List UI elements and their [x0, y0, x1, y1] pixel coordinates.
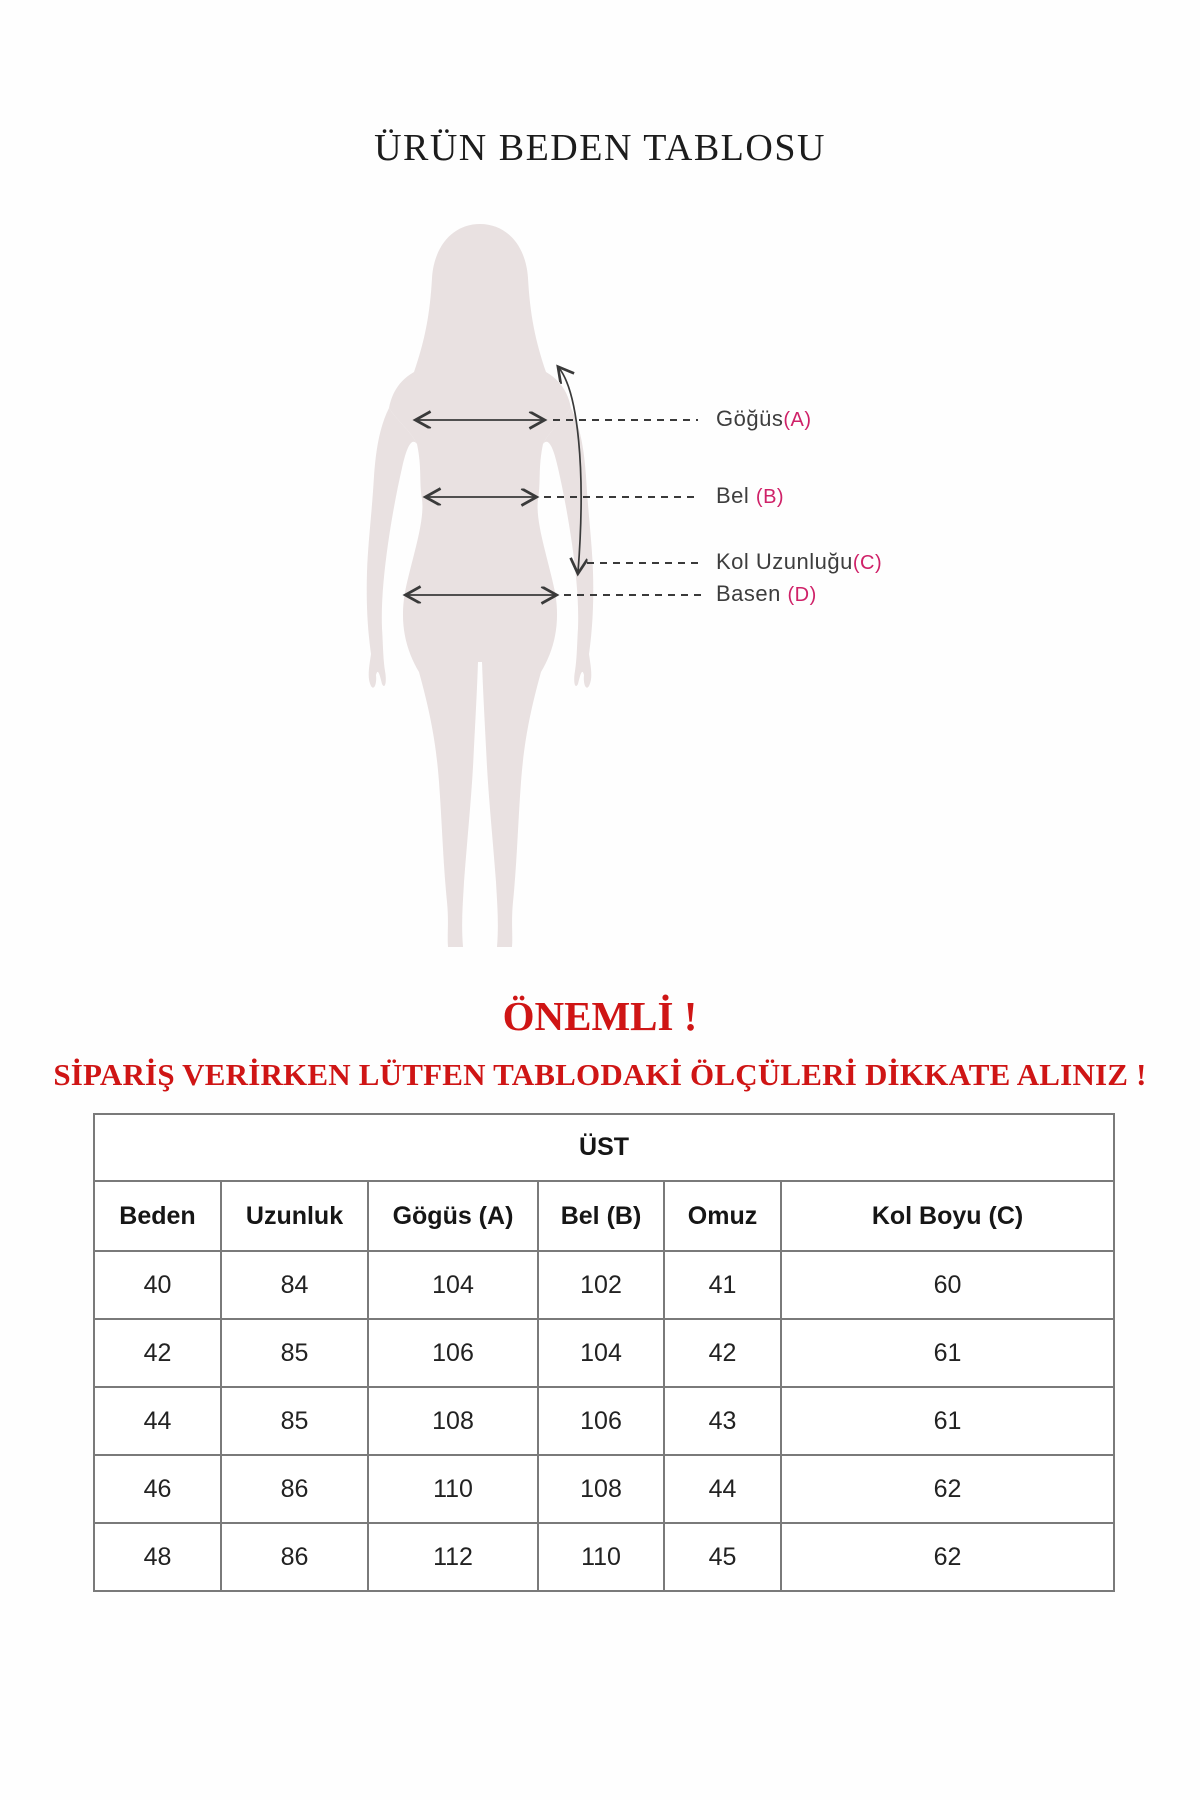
table-cell: 61 — [781, 1387, 1114, 1455]
label-waist-text: Bel — [716, 483, 756, 508]
page-title: ÜRÜN BEDEN TABLOSU — [374, 127, 826, 169]
table-cell: 40 — [94, 1251, 221, 1319]
column-header-omuz: Omuz — [664, 1181, 781, 1251]
female-silhouette — [367, 224, 594, 947]
table-cell: 106 — [538, 1387, 664, 1455]
label-hip-text: Basen — [716, 581, 788, 606]
table-cell: 45 — [664, 1523, 781, 1591]
table-cell: 85 — [221, 1387, 368, 1455]
table-cell: 41 — [664, 1251, 781, 1319]
body-measurement-diagram — [350, 220, 710, 950]
size-table — [93, 1113, 1115, 1592]
table-row — [94, 1455, 1114, 1523]
column-header-kol-boyu: Kol Boyu (C) — [781, 1181, 1114, 1251]
label-waist-code: (B) — [755, 486, 785, 508]
label-arm-length — [716, 549, 882, 575]
label-chest-code: (A) — [783, 409, 812, 431]
table-cell: 42 — [94, 1319, 221, 1387]
table-cell: 42 — [664, 1319, 781, 1387]
column-header-bel: Bel (B) — [538, 1181, 664, 1251]
table-cell: 110 — [538, 1523, 664, 1591]
table-row — [94, 1387, 1114, 1455]
warning-heading: ÖNEMLİ ! — [502, 993, 698, 1039]
column-header-beden: Beden — [94, 1181, 221, 1251]
label-hip — [716, 581, 817, 607]
warning-subheading: SİPARİŞ VERİRKEN LÜTFEN TABLODAKİ ÖLÇÜLERİ DİKKATE ALINIZ ! — [53, 1057, 1147, 1092]
table-cell: 60 — [781, 1251, 1114, 1319]
table-cell: 108 — [368, 1387, 538, 1455]
table-cell: 62 — [781, 1523, 1114, 1591]
table-cell: 43 — [664, 1387, 781, 1455]
label-arm-length-code: (C) — [852, 552, 883, 574]
column-header-gogus: Gögüs (A) — [368, 1181, 538, 1251]
table-group-header-row — [94, 1114, 1114, 1181]
table-cell: 85 — [221, 1319, 368, 1387]
table-group-header: ÜST — [94, 1114, 1114, 1181]
table-cell: 86 — [221, 1455, 368, 1523]
table-cell: 108 — [538, 1455, 664, 1523]
table-row — [94, 1319, 1114, 1387]
table-cell: 44 — [94, 1387, 221, 1455]
label-hip-code: (D) — [787, 584, 817, 606]
table-cell: 110 — [368, 1455, 538, 1523]
column-header-uzunluk: Uzunluk — [221, 1181, 368, 1251]
label-waist — [716, 483, 784, 509]
table-cell: 86 — [221, 1523, 368, 1591]
label-arm-length-text: Kol Uzunluğu — [716, 549, 853, 574]
table-cell: 104 — [368, 1251, 538, 1319]
table-cell: 44 — [664, 1455, 781, 1523]
table-cell: 62 — [781, 1455, 1114, 1523]
table-cell: 106 — [368, 1319, 538, 1387]
table-cell: 112 — [368, 1523, 538, 1591]
table-cell: 48 — [94, 1523, 221, 1591]
table-column-header-row — [94, 1181, 1114, 1251]
table-cell: 61 — [781, 1319, 1114, 1387]
table-cell: 84 — [221, 1251, 368, 1319]
table-cell: 46 — [94, 1455, 221, 1523]
table-cell: 104 — [538, 1319, 664, 1387]
label-chest — [716, 406, 812, 432]
table-row — [94, 1251, 1114, 1319]
table-cell: 102 — [538, 1251, 664, 1319]
label-chest-text: Göğüs — [716, 406, 784, 431]
table-row — [94, 1523, 1114, 1591]
